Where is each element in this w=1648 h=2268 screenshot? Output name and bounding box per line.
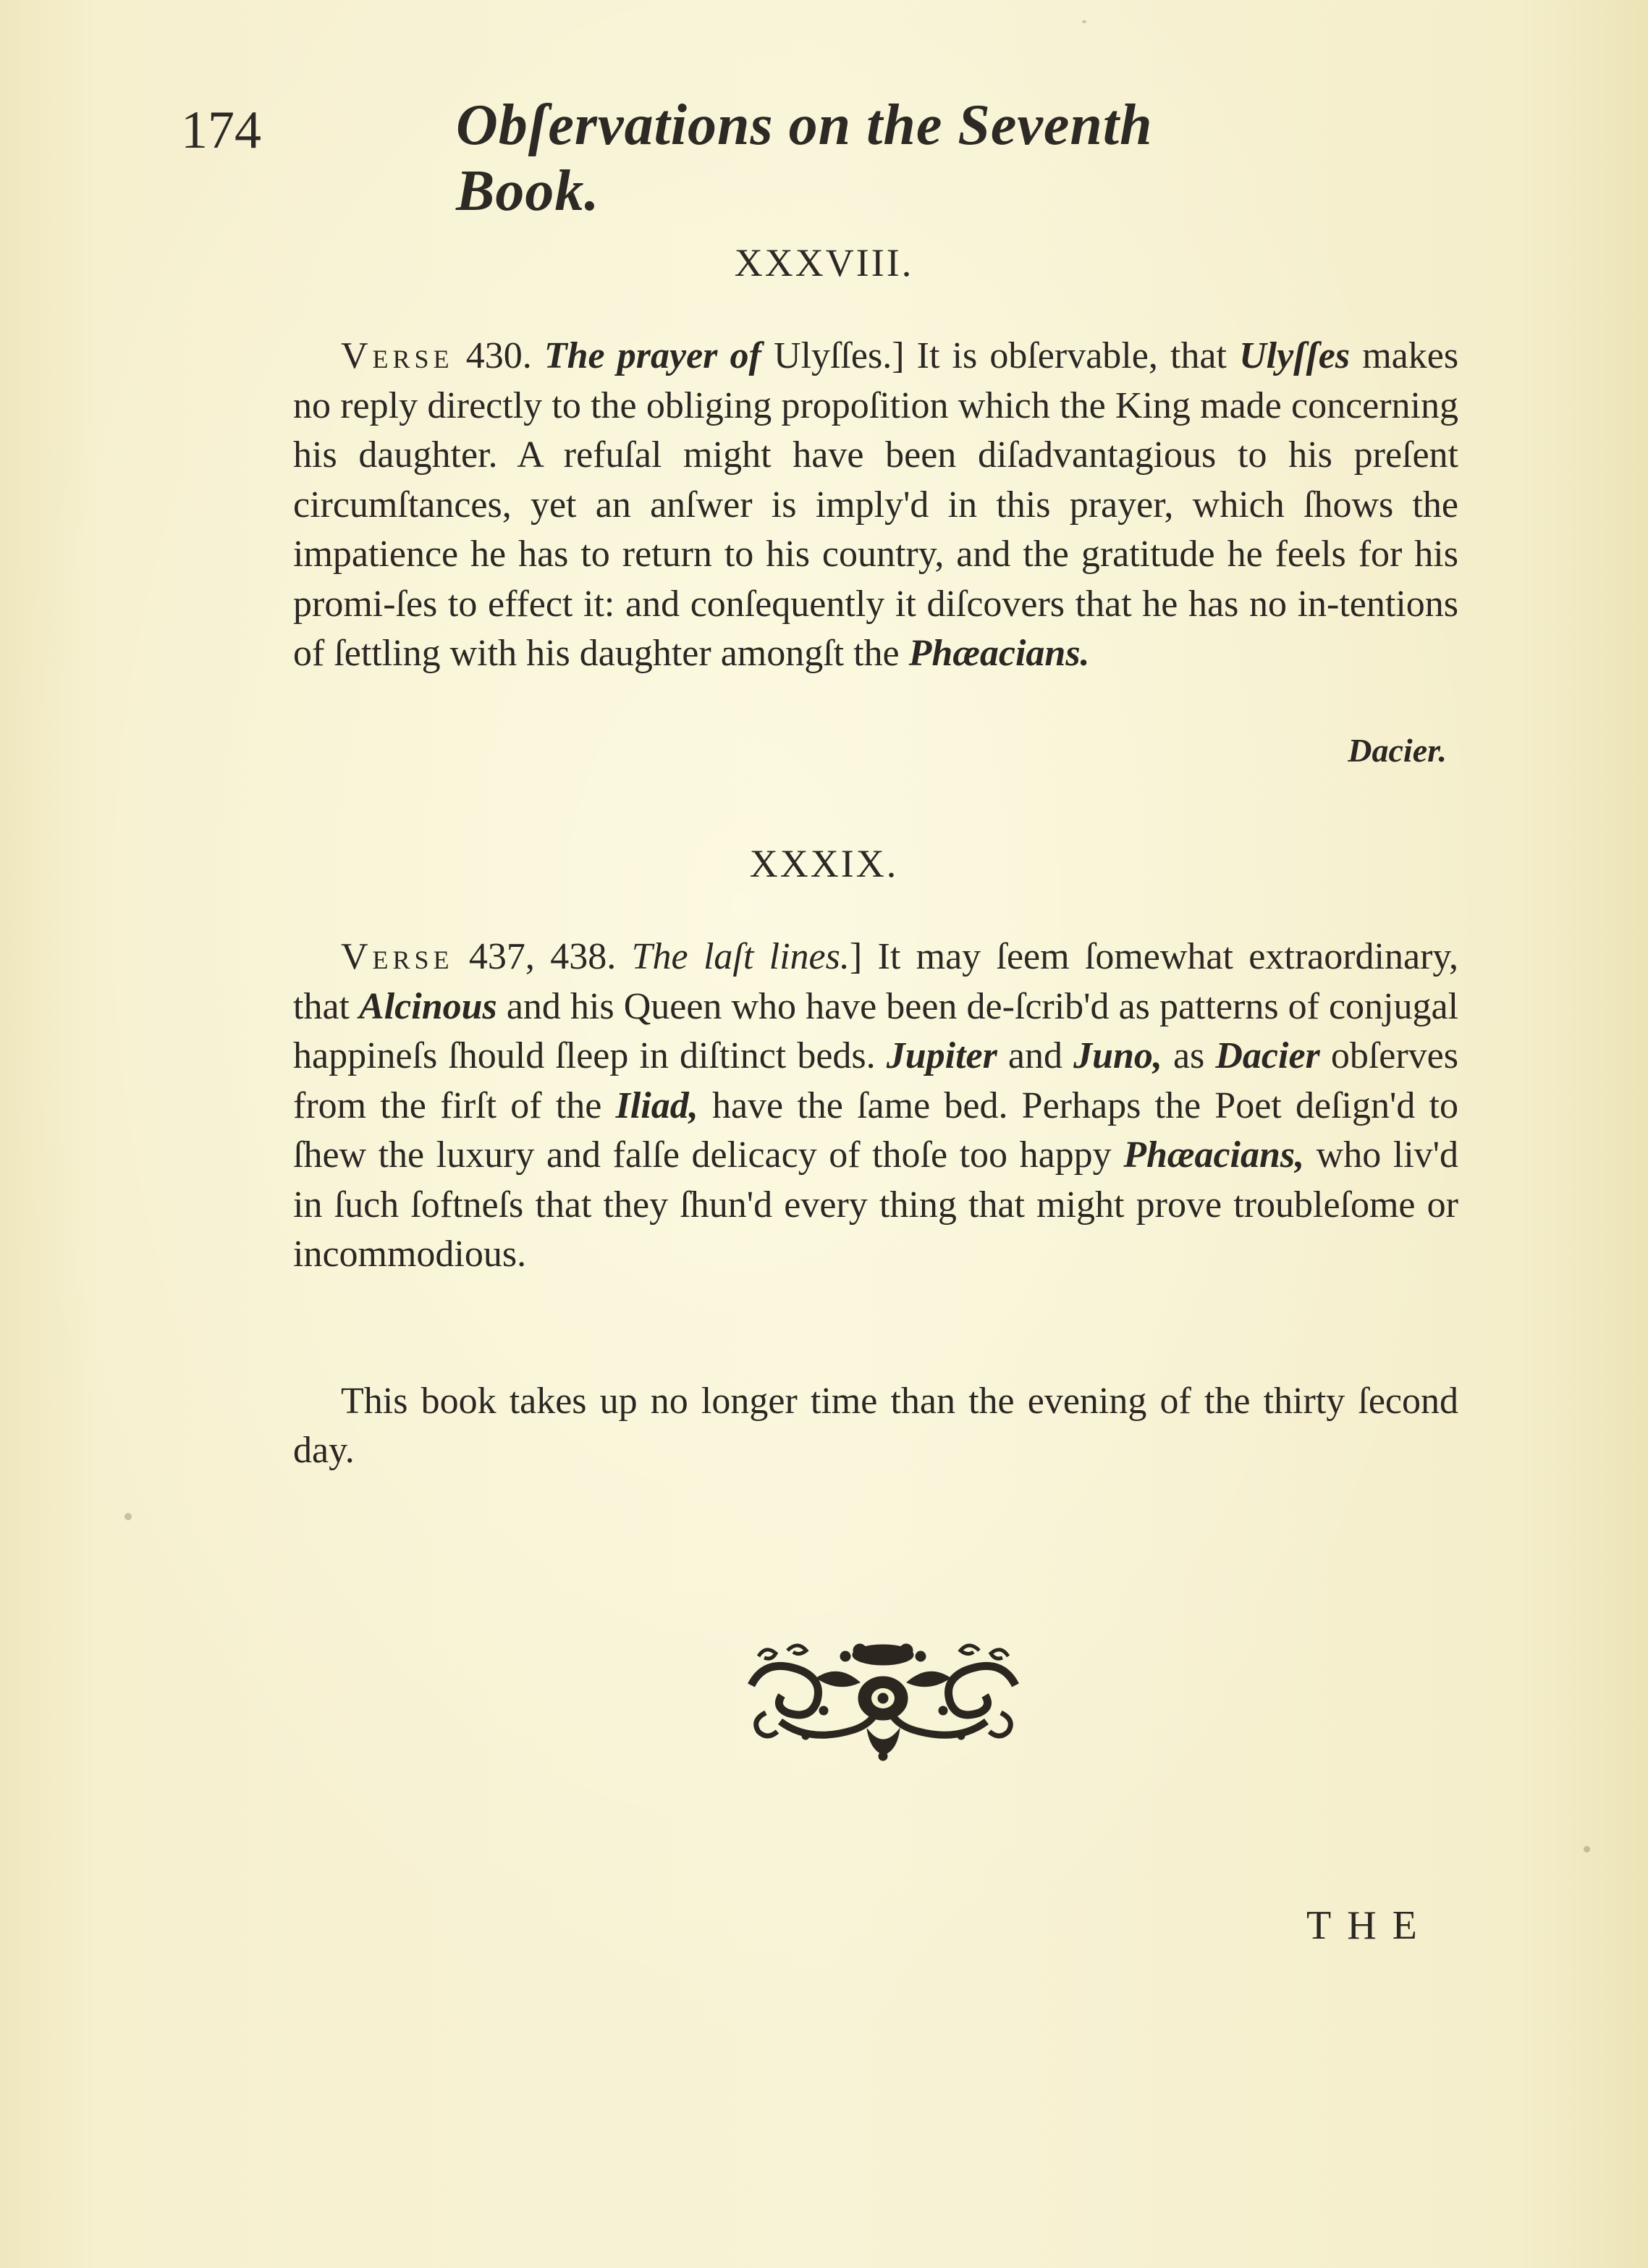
proper-name: Ulyſſes <box>1239 335 1351 376</box>
running-title: Obſervations on the Seventh Book. <box>456 93 1153 223</box>
note-body-xxxviii <box>293 332 1458 679</box>
foxing-spot <box>1082 20 1086 23</box>
note-heading-xxxix: XXXIX. <box>749 842 899 885</box>
foxing-spot <box>124 1513 132 1520</box>
closing-paragraph: This book takes up no longer time than the evening of the thirty ſecond day. <box>293 1380 1458 1471</box>
proper-name: Alcinous <box>359 985 497 1027</box>
note-text: It may ſeem ſomewhat extraordinary, that <box>293 936 1459 1027</box>
proper-name: Jupiter <box>886 1035 997 1076</box>
verse-number: 437, 438. <box>468 936 617 977</box>
proper-name: Phæacians. <box>908 633 1090 674</box>
note-text: have the ſame bed. Perhaps the Poet deſign'd to ſhew the luxury and falſe delicacy of thoſe too happy <box>293 1084 1458 1176</box>
note-text: obſerves from the firſt of the <box>293 1035 1458 1126</box>
proper-name: Juno, <box>1073 1035 1162 1076</box>
catchword: THE <box>1306 1903 1433 1948</box>
page-number: 174 <box>181 101 261 160</box>
proper-name: Iliad, <box>615 1084 698 1126</box>
running-head <box>181 87 1267 223</box>
verse-label: Verse <box>341 335 454 376</box>
note-text: and his Queen who have been de-ſcrib'd as patterns of conjugal happineſs ſhould ſleep in diſtinct beds. <box>293 985 1459 1076</box>
lemma: The laſt lines. <box>631 936 850 977</box>
foxing-spot <box>1584 1846 1590 1852</box>
lemma-close: ] <box>849 936 863 977</box>
note-text: makes no reply directly to the obliging propoſition which the King made concerning his daughter. A refuſal might have been diſadvantagious to his preſent circumſtances, yet an anſwer is imply'd in this prayer, which ſhows the impatience he has to return to his country, and the gratitude he feels for his promi-ſes to effect it: and conſequently it diſcovers that he has no in-tentions of ſettling with his daughter amongſt the <box>293 335 1459 674</box>
proper-name: Dacier <box>1215 1035 1320 1076</box>
verse-number: 430. <box>465 335 532 376</box>
note-text: who liv'd in ſuch ſoftneſs that they ſhun'd every thing that might prove troubleſome or incommodious. <box>293 1134 1459 1275</box>
note-body-xxxix <box>293 932 1458 1280</box>
verse-label: Verse <box>341 936 454 977</box>
note-text: as <box>1172 1035 1205 1076</box>
lemma: The prayer of <box>544 335 761 376</box>
floral-tailpiece-icon <box>737 1635 1030 1765</box>
proper-name: Phæacians, <box>1123 1134 1305 1176</box>
attribution-dacier: Dacier. <box>1348 732 1447 769</box>
note-text: It is obſervable, that <box>916 335 1227 376</box>
note-heading-xxxviii: XXXVIII. <box>734 241 914 284</box>
note-text: and <box>1007 1035 1062 1076</box>
lemma-name: Ulyſſes.] <box>773 335 905 376</box>
